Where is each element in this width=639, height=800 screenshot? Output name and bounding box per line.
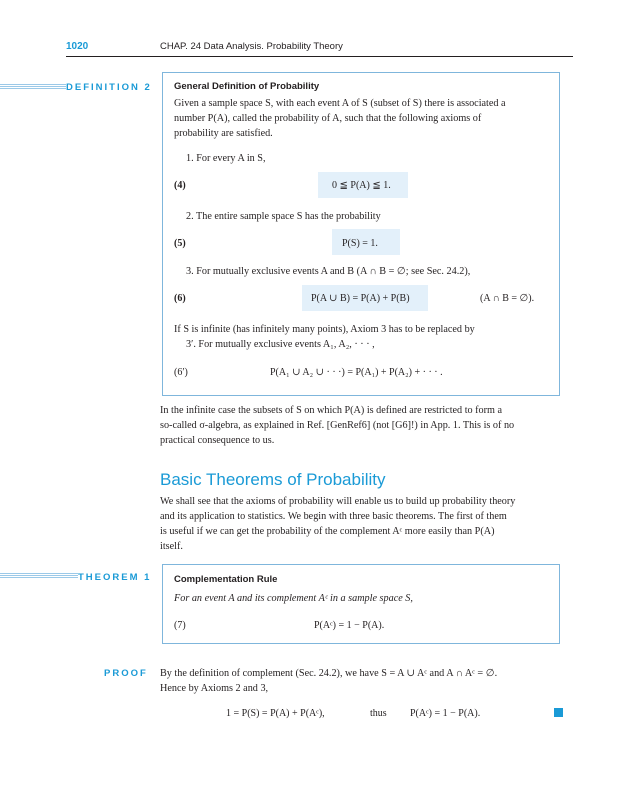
axiom-1-number: (4) [174,180,186,191]
definition-label: DEFINITION 2 [66,82,152,93]
theorem-equation-number: (7) [174,620,186,631]
theorem-statement: For an event A and its complement Aᶜ in a sample space S, [174,593,413,604]
infinite-case-line-3: practical consequence to us. [160,435,275,446]
proof-equation-thus: thus [370,708,387,719]
axiom-3-condition: (A ∩ B = ∅). [480,293,535,304]
header-rule [66,56,573,57]
section-text-line-3: is useful if we can get the probability of the complement Aᶜ more easily than P(A) [160,526,495,537]
theorem-equation: P(Aᶜ) = 1 − P(A). [314,620,385,631]
section-text-line-1: We shall see that the axioms of probability will enable us to build up probability theory [160,496,516,507]
theorem-side-rule [0,573,78,579]
axiom-3-prime-equation: P(A₁ ∪ A₂ ∪ · · ·) = P(A₁) + P(A₂) + · · · . [270,367,443,378]
running-head: CHAP. 24 Data Analysis. Probability Theory [160,41,343,52]
axiom-2-text: 2. The entire sample space S has the probability [186,211,381,222]
axiom-3-text: 3. For mutually exclusive events A and B (A ∩ B = ∅; see Sec. 24.2), [186,266,471,277]
infinite-case-line-1: In the infinite case the subsets of S on which P(A) is defined are restricted to form a [160,405,503,416]
axiom-3-equation: P(A ∪ B) = P(A) + P(B) [311,293,410,304]
definition-intro-line-2: number P(A), called the probability of A, such that the following axioms of [174,113,482,124]
section-text-line-4: itself. [160,541,183,552]
proof-label: PROOF [104,668,148,679]
infinite-note-line-1: If S is infinite (has infinitely many points), Axiom 3 has to be replaced by [174,324,475,335]
proof-equation-right: P(Aᶜ) = 1 − P(A). [410,708,481,719]
axiom-2-number: (5) [174,238,186,249]
axiom-3-number: (6) [174,293,186,304]
definition-intro-line-3: probability are satisfied. [174,128,273,139]
proof-line-1: By the definition of complement (Sec. 24.2), we have S = A ∪ Aᶜ and A ∩ Aᶜ = ∅. [160,668,498,679]
proof-line-2: Hence by Axioms 2 and 3, [160,683,269,694]
section-title: Basic Theorems of Probability [160,470,386,489]
definition-side-rule [0,84,66,90]
axiom-1-equation: 0 ≦ P(A) ≦ 1. [332,180,391,191]
axiom-1-text: 1. For every A in S, [186,153,266,164]
theorem-label: THEOREM 1 [78,572,152,583]
infinite-case-line-2: so-called σ-algebra, as explained in Ref. [GenRef6] (not [G6]!) in App. 1. This is of no [160,420,515,431]
theorem-title: Complementation Rule [174,574,278,585]
section-text-line-2: and its application to statistics. We begin with three basic theorems. The first of them [160,511,507,522]
infinite-note-line-2: 3′. For mutually exclusive events A₁, A₂, · · · , [186,339,375,350]
axiom-2-equation: P(S) = 1. [342,238,378,249]
axiom-3-prime-number: (6′) [174,367,188,378]
end-of-proof-square-icon [554,708,563,717]
proof-equation-left: 1 = P(S) = P(A) + P(Aᶜ), [226,708,325,719]
definition-intro-line-1: Given a sample space S, with each event A of S (subset of S) there is associated a [174,98,506,109]
definition-title: General Definition of Probability [174,81,320,92]
page-number: 1020 [66,41,89,52]
